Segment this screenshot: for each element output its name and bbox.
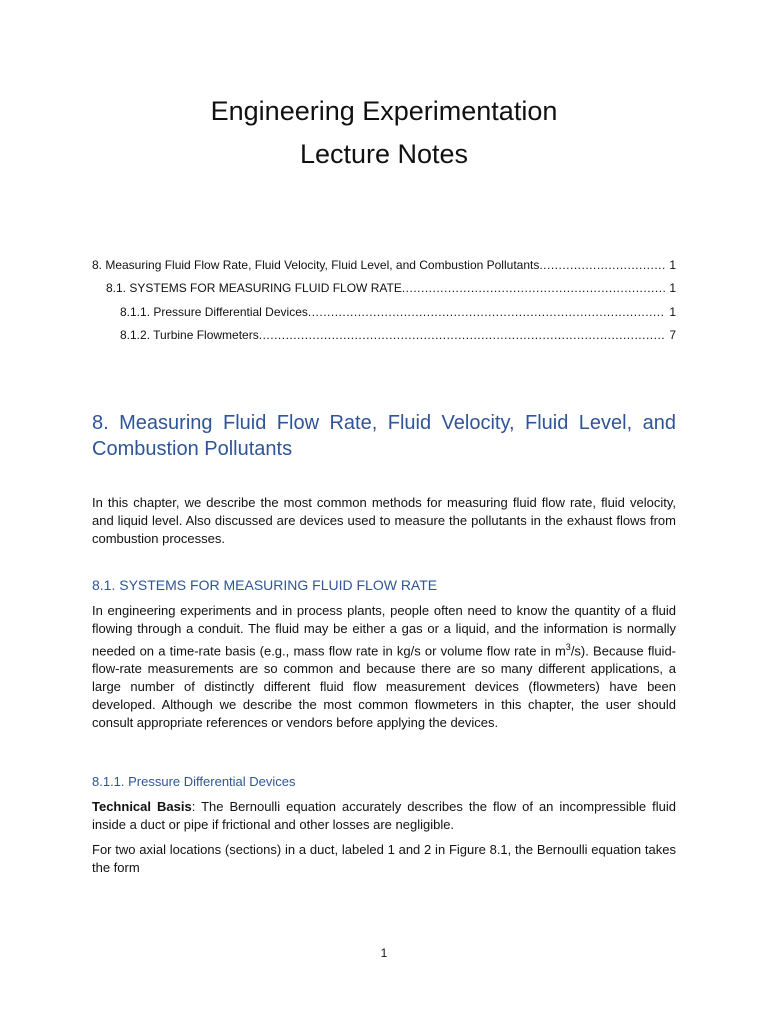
toc-leader-dots bbox=[259, 327, 666, 343]
toc-entry-page: 1 bbox=[669, 281, 676, 295]
toc-leader-dots bbox=[402, 280, 665, 296]
document-title-line1: Engineering Experimentation bbox=[210, 96, 558, 126]
section-heading: 8.1. SYSTEMS FOR MEASURING FLUID FLOW RATE bbox=[92, 577, 438, 593]
toc-entry[interactable] bbox=[106, 280, 676, 296]
chapter-heading: 8. Measuring Fluid Flow Rate, Fluid Velocity, Fluid Level, and Combustion Pollutants bbox=[92, 412, 676, 460]
toc-entry-page: 1 bbox=[669, 305, 676, 319]
section-paragraph-text: In engineering experiments and in process plants, people often need to know the quantity of a fluid flowing through a conduit. The fluid may be either a gas or a liquid, and the information is normally needed on a time-rate basis (e.g., mass flow rate in kg/s or volume flow rate in m bbox=[92, 603, 676, 659]
bernoulli-intro-paragraph: For two axial locations (sections) in a duct, labeled 1 and 2 in Figure 8.1, the Bernoulli equation takes the form bbox=[92, 842, 676, 875]
toc-entry[interactable] bbox=[92, 257, 676, 273]
toc-entry-page: 7 bbox=[669, 328, 676, 342]
document-title-line2: Lecture Notes bbox=[299, 139, 469, 169]
page-number: 1 bbox=[380, 946, 388, 960]
technical-basis-text: : The Bernoulli equation accurately describes the flow of an incompressible fluid inside a duct or pipe if frictional and other losses are negligible. bbox=[92, 799, 676, 832]
technical-basis-paragraph bbox=[92, 798, 676, 834]
chapter-intro-paragraph: In this chapter, we describe the most common methods for measuring fluid flow rate, fluid velocity, and liquid level. Also discussed are devices used to measure the pollutants in the exhaust flows from combustion processes. bbox=[92, 495, 676, 546]
toc-entry-page: 1 bbox=[669, 258, 676, 272]
section-paragraph bbox=[92, 602, 676, 732]
superscript: 3 bbox=[565, 642, 571, 652]
toc-entry-label: 8.1.1. Pressure Differential Devices bbox=[120, 305, 308, 319]
toc-entry-label: 8.1. SYSTEMS FOR MEASURING FLUID FLOW RATE bbox=[106, 281, 402, 295]
toc-entry[interactable] bbox=[120, 327, 676, 343]
technical-basis-label: Technical Basis bbox=[92, 799, 192, 814]
toc-entry-label: 8.1.2. Turbine Flowmeters bbox=[120, 328, 259, 342]
section-paragraph-text-cont: /s). Because fluid-flow-rate measurements are so common and because there are so many different applications, a large number of distinctly different fluid flow measurement devices (flowmeters) have been developed. Although we describe the most common flowmeters in this chapter, the user should consult appropriate references or vendors before applying the devices. bbox=[92, 643, 677, 731]
toc-leader-dots bbox=[539, 257, 665, 273]
toc-entry[interactable] bbox=[120, 304, 676, 320]
toc-leader-dots bbox=[308, 304, 665, 320]
toc-entry-label: 8. Measuring Fluid Flow Rate, Fluid Velocity, Fluid Level, and Combustion Pollutants bbox=[92, 258, 540, 272]
subsection-heading: 8.1.1. Pressure Differential Devices bbox=[92, 774, 296, 789]
